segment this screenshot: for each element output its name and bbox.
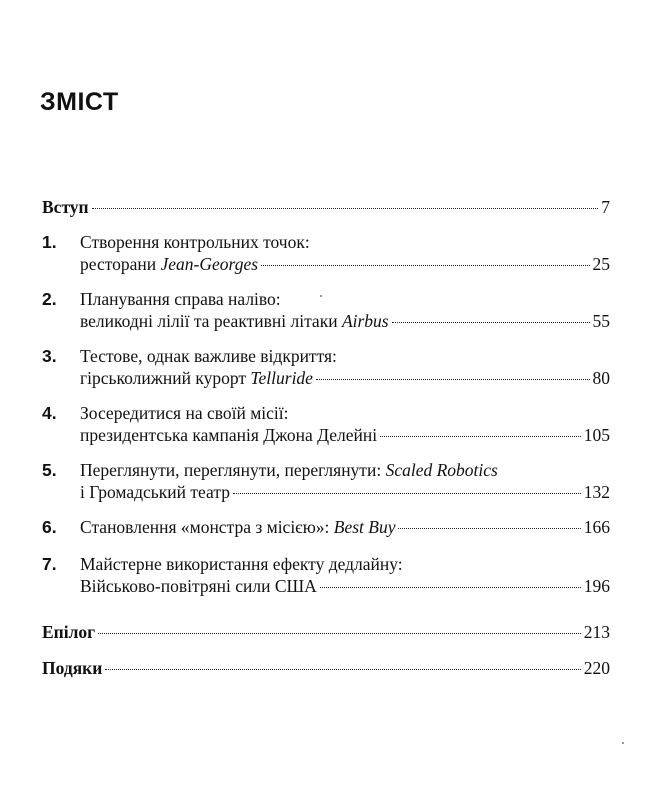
toc-label: Епілог bbox=[42, 622, 96, 642]
toc-entry-chapter-2[interactable] bbox=[80, 310, 610, 332]
toc-page-number: 220 bbox=[583, 658, 610, 678]
scan-speck bbox=[622, 742, 624, 744]
dot-leader bbox=[380, 436, 581, 437]
dot-leader bbox=[98, 633, 581, 634]
chapter-number: 6. bbox=[42, 517, 57, 537]
toc-label: Переглянути, переглянути, переглянути: Scaled Robotics bbox=[80, 460, 498, 480]
toc-entry-epilogue[interactable] bbox=[42, 621, 610, 643]
toc-entry-chapter-5-line1 bbox=[80, 459, 610, 481]
toc-entry-chapter-4[interactable] bbox=[80, 424, 610, 446]
toc-entry-chapter-7[interactable] bbox=[80, 575, 610, 597]
toc-entry-intro[interactable] bbox=[42, 196, 610, 218]
toc-entry-chapter-4-line1 bbox=[80, 402, 610, 424]
toc-entry-chapter-7-line1 bbox=[80, 553, 610, 575]
dot-leader bbox=[105, 669, 580, 670]
toc-page-number: 132 bbox=[583, 482, 610, 502]
chapter-number: 3. bbox=[42, 346, 57, 366]
toc-label: Військово-повітряні сили США bbox=[80, 576, 317, 596]
toc-page-number: 196 bbox=[583, 576, 610, 596]
dot-leader bbox=[398, 528, 580, 529]
toc-label: Вступ bbox=[42, 197, 89, 217]
chapter-number: 7. bbox=[42, 554, 57, 574]
chapter-number: 5. bbox=[42, 460, 57, 480]
toc-label: Подяки bbox=[42, 658, 103, 678]
toc-label: Створення контрольних точок: bbox=[80, 232, 310, 252]
toc-entry-chapter-1-line1 bbox=[80, 231, 610, 253]
toc-label: Тестове, однак важливе відкриття: bbox=[80, 346, 337, 366]
toc-page-number: 105 bbox=[583, 425, 610, 445]
toc-entry-chapter-6[interactable] bbox=[80, 516, 610, 538]
toc-page-number: 213 bbox=[583, 622, 610, 642]
toc-label: Зосередитися на своїй місії: bbox=[80, 403, 289, 423]
toc-page-number: 55 bbox=[592, 311, 610, 331]
chapter-number: 4. bbox=[42, 403, 57, 423]
toc-entry-acknowledgements[interactable] bbox=[42, 657, 610, 679]
toc-label: великодні лілії та реактивні літаки Airbus bbox=[80, 311, 389, 331]
toc-entry-chapter-2-line1 bbox=[80, 288, 610, 310]
dot-leader bbox=[92, 208, 599, 209]
chapter-number: 1. bbox=[42, 232, 57, 252]
dot-leader bbox=[261, 265, 589, 266]
toc-label: Майстерне використання ефекту дедлайну: bbox=[80, 554, 403, 574]
dot-leader bbox=[320, 587, 581, 588]
toc-label: гірськолижний курорт Telluride bbox=[80, 368, 313, 388]
toc-page-number: 25 bbox=[592, 254, 610, 274]
toc-label: і Громадський театр bbox=[80, 482, 230, 502]
toc-label: президентська кампанія Джона Делейні bbox=[80, 425, 378, 445]
toc-page-number: 166 bbox=[583, 517, 610, 537]
dot-leader bbox=[392, 322, 590, 323]
toc-entry-chapter-3-line1 bbox=[80, 345, 610, 367]
toc-page-number: 7 bbox=[601, 197, 610, 217]
toc-entry-chapter-1[interactable] bbox=[80, 253, 610, 275]
toc-label: Планування справа наліво: bbox=[80, 289, 281, 309]
toc-entry-chapter-3[interactable] bbox=[80, 367, 610, 389]
dot-leader bbox=[316, 379, 590, 380]
toc-entry-chapter-5[interactable] bbox=[80, 481, 610, 503]
toc-label: ресторани Jean-Georges bbox=[80, 254, 259, 274]
page-title: ЗМІСТ bbox=[40, 88, 119, 116]
scan-speck bbox=[320, 295, 322, 297]
chapter-number: 2. bbox=[42, 289, 57, 309]
toc-page-number: 80 bbox=[592, 368, 610, 388]
dot-leader bbox=[233, 493, 581, 494]
toc-label: Становлення «монстра з місією»: Best Buy bbox=[80, 517, 396, 537]
